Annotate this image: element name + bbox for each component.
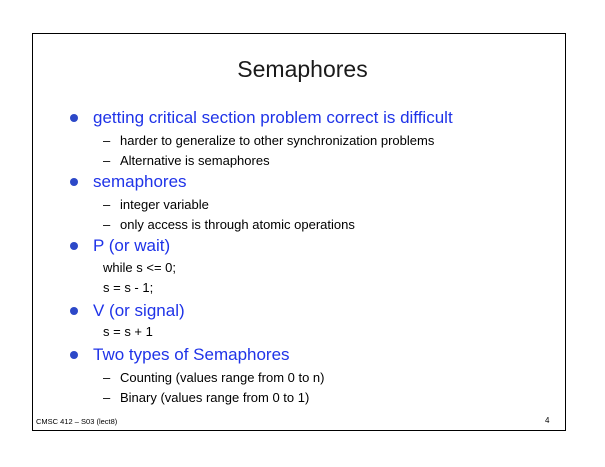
sub-bullet-item: [103, 131, 434, 149]
sub-bullet-text: Alternative is semaphores: [120, 152, 270, 168]
sub-bullet-text: Counting (values range from 0 to n): [120, 369, 325, 385]
dash-icon: –: [103, 152, 111, 168]
bullet-item: [70, 107, 453, 129]
bullet-text: P (or wait): [93, 236, 171, 255]
sub-bullet-text: Binary (values range from 0 to 1): [120, 389, 310, 405]
bullet-text: semaphores: [93, 172, 187, 191]
slide-title: Semaphores: [237, 56, 368, 82]
bullet-item: [70, 235, 170, 257]
dash-icon: –: [103, 216, 111, 232]
sub-bullet-item: [103, 368, 325, 386]
sub-bullet-text: integer variable: [120, 196, 209, 212]
sub-bullet-text: harder to generalize to other synchronization problems: [120, 132, 435, 148]
dash-icon: –: [103, 132, 111, 148]
sub-bullet-text: only access is through atomic operations: [120, 216, 355, 232]
bullet-text: V (or signal): [93, 301, 185, 320]
bullet-dot-icon: [70, 242, 78, 250]
sub-bullet-item: [103, 151, 270, 169]
bullet-dot-icon: [70, 307, 78, 315]
dash-icon: –: [103, 389, 111, 405]
dash-icon: –: [103, 369, 111, 385]
sub-bullet-item: [103, 388, 309, 406]
bullet-dot-icon: [70, 114, 78, 122]
bullet-dot-icon: [70, 178, 78, 186]
bullet-text: getting critical section problem correct is difficult: [93, 108, 453, 127]
sub-bullet-item: [103, 215, 355, 233]
page-number: 4: [545, 416, 550, 425]
dash-icon: –: [103, 196, 111, 212]
code-line: s = s - 1;: [103, 280, 154, 295]
code-line: s = s + 1: [103, 324, 153, 339]
bullet-dot-icon: [70, 351, 78, 359]
bullet-text: Two types of Semaphores: [93, 345, 290, 364]
sub-bullet-item: [103, 195, 209, 213]
bullet-item: [70, 300, 185, 322]
bullet-item: [70, 344, 290, 366]
footer-course-label: CMSC 412 – S03 (lect8): [36, 417, 118, 426]
code-line: while s <= 0;: [103, 260, 176, 275]
bullet-item: [70, 171, 187, 193]
